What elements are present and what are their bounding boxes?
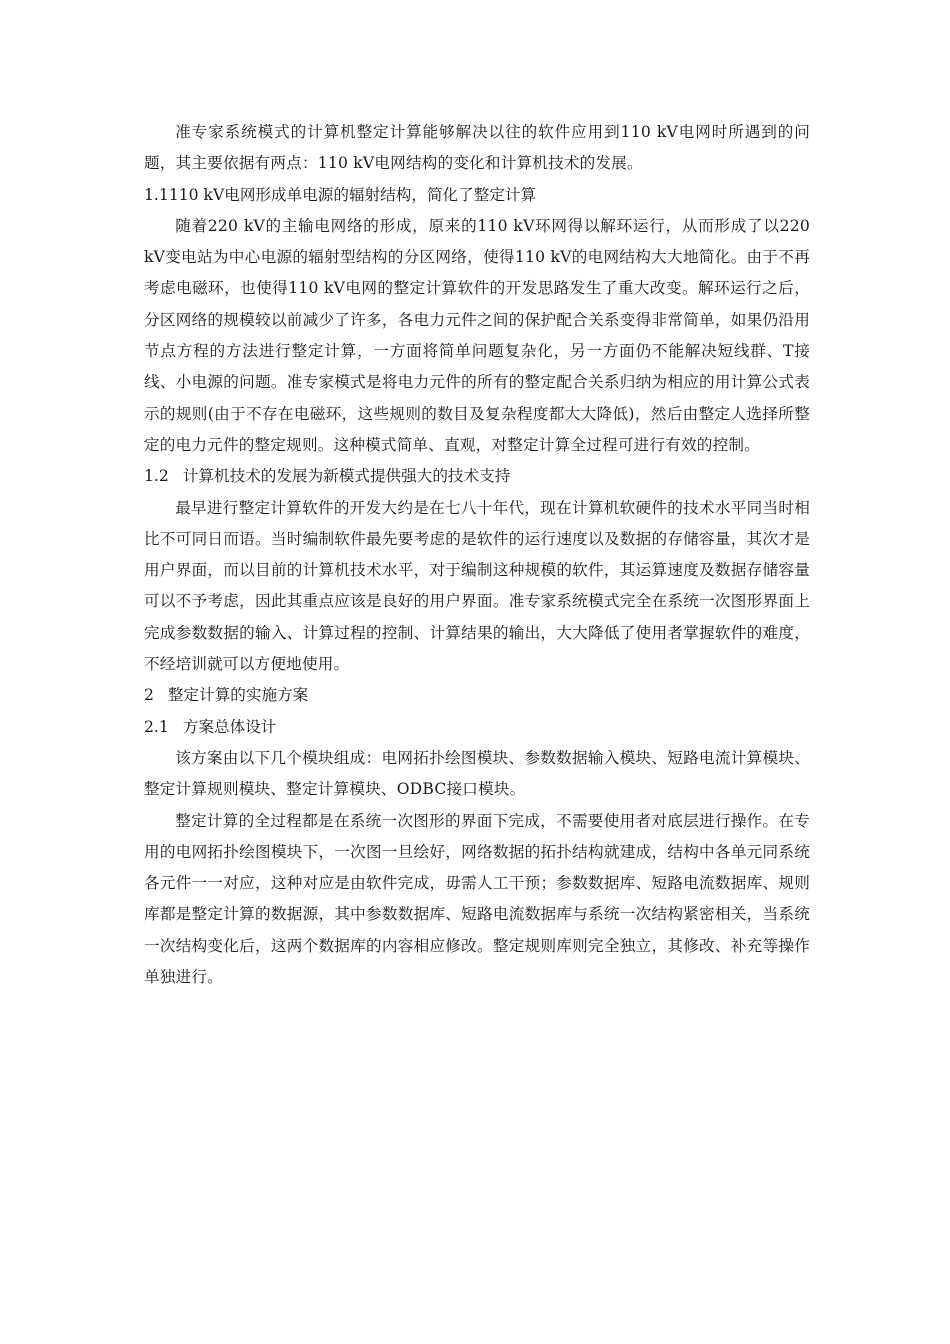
section-1-1-paragraph: 随着220 kV的主输电网络的形成，原来的110 kV环网得以解环运行，从而形成了以220 kV变电站为中心电源的辐射型结构的分区网络，使得110 kV的电网结构大大地简化。由于不再考虑电磁环，也使得110 kV电网的整定计算软件的开发思路发生了重大改变。解环运行之后，分区网络的规模较以前减少了许多，各电力元件之间的保护配合关系变得非常简单，如果仍沿用节点方程的方法进行整定计算，一方面将简单问题复杂化，另一方面仍不能解决短线群、T接线、小电源的问题。准专家模式是将电力元件的所有的整定配合关系归纳为相应的用计算公式表示的规则(由于不存在电磁环，这些规则的数目及复杂程度都大大降低)，然后由整定人选择所整定的电力元件的整定规则。这种模式简单、直观，对整定计算全过程可进行有效的控制。 (144, 216, 810, 454)
section-title: 方案总体设计 (182, 717, 277, 736)
section-title: 计算机技术的发展为新模式提供强大的技术支持 (182, 467, 511, 486)
section-number: 1.1 (144, 185, 169, 204)
document-page (144, 117, 810, 993)
section-1-2-paragraph: 最早进行整定计算软件的开发大约是在七八十年代，现在计算机软硬件的技术水平同当时相比不可同日而语。当时编制软件最先要考虑的是软件的运行速度以及数据的存储容量，其次才是用户界面，而以目前的计算机技术水平，对于编制这种规模的软件，其运算速度及数据存储容量可以不予考虑，因此其重点应该是良好的用户界面。准专家系统模式完全在系统一次图形界面上完成参数数据的输入、计算过程的控制、计算结果的输出，大大降低了使用者掌握软件的难度，不经培训就可以方便地使用。 (144, 498, 810, 674)
section-2-1-paragraph-process: 整定计算的全过程都是在系统一次图形的界面下完成，不需要使用者对底层进行操作。在专用的电网拓扑绘图模块下，一次图一旦绘好，网络数据的拓扑结构就建成，结构中各单元同系统各元件一一对应，这种对应是由软件完成，毋需人工干预；参数数据库、短路电流数据库、规则库都是整定计算的数据源，其中参数数据库、短路电流数据库与系统一次结构紧密相关，当系统一次结构变化后，这两个数据库的内容相应修改。整定规则库则完全独立，其修改、补充等操作单独进行。 (144, 811, 810, 987)
section-heading-2 (144, 680, 810, 711)
section-number: 1.2 (144, 467, 169, 486)
section-heading-1-2 (144, 461, 810, 492)
section-number: 2 (144, 686, 154, 705)
section-heading-2-1 (144, 712, 810, 743)
section-2-1-paragraph-modules: 该方案由以下几个模块组成：电网拓扑绘图模块、参数数据输入模块、短路电流计算模块、整定计算规则模块、整定计算模块、ODBC接口模块。 (144, 748, 810, 799)
intro-paragraph: 准专家系统模式的计算机整定计算能够解决以往的软件应用到110 kV电网时所遇到的问题，其主要依据有两点：110 kV电网结构的变化和计算机技术的发展。 (144, 123, 810, 173)
section-heading-1-1 (144, 180, 810, 211)
section-title: 整定计算的实施方案 (167, 686, 309, 705)
section-title: 110 kV电网形成单电源的辐射结构，简化了整定计算 (168, 185, 537, 204)
section-number: 2.1 (144, 717, 169, 736)
